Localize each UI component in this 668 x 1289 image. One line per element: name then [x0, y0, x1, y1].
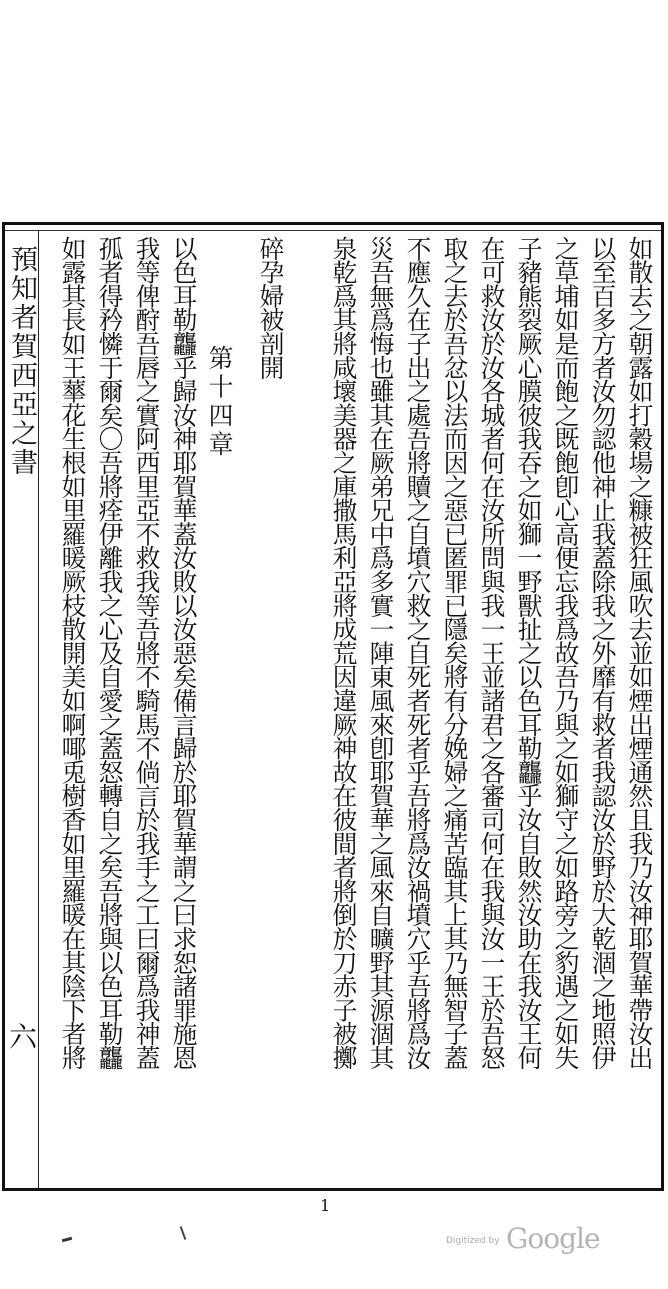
text-column: 子豬熊裂厥心膜彼我吞之如獅一野獸扯之以色耳勒龘乎汝自敗然汝助在我汝王何 [514, 236, 543, 1069]
header-divider [38, 230, 39, 1188]
text-column: 如露其長如王蕐花生根如里羅暖厥枝散開美如啊㖿兎樹香如里羅暖在其陰下者將 [58, 236, 87, 1069]
chapter-heading: 第十四章 [205, 345, 234, 461]
page-number: 六 [5, 1022, 38, 1050]
text-column: 孤者得矜憐于爾矣〇吾將痊伊離我之心及自愛之蓋怒轉自之矣吾將與以色耳勒龘 [95, 236, 124, 1069]
scan-mark [180, 1226, 187, 1240]
scan-mark [62, 1237, 72, 1242]
text-column: 我等俾酧吾唇之實阿西里亞不救我等吾將不騎馬不倘言於我手之工曰爾爲我神蓋 [132, 236, 161, 1069]
text-column: 在可救汝於汝各城者何在汝所問與我一王並諸君之各審司何在我與汝一王於吾怒 [477, 236, 506, 1069]
text-column: 不應久在子出之處吾將贖之自墳穴救之自死者死者乎吾將爲汝禍墳穴乎吾將爲汝 [403, 236, 432, 1069]
text-column: 碎孕婦被剖開 [256, 236, 285, 379]
running-header: 預知者賀西亞之書 [6, 245, 37, 477]
text-column: 之草埔如是而飽之既飽卽心高便忘我爲故吾乃與之如獅守之如路旁之豹遇之如失 [551, 236, 580, 1069]
digitized-by-label: Digitized by [446, 1236, 500, 1246]
right-rule [661, 222, 664, 1191]
text-column: 取之去於吾忿以法而因之惡已匿罪已隱矣將有分娩婦之痛苦臨其上其乃無智子蓋 [440, 236, 469, 1069]
text-column: 以至百多方者汝勿認他神止我蓋除我之外靡有救者我認汝於野於大乾涸之地照伊 [588, 236, 617, 1069]
text-column: 災吾無爲悔也雖其在厥弟兄中爲多實一陣東風來卽耶賀華之風來自曠野其源涸其 [366, 236, 395, 1069]
text-column: 以色耳勒龘乎歸汝神耶賀華蓋汝敗以汝惡矣備言歸於耶賀華謂之曰求恕諸罪施恩 [169, 236, 198, 1069]
top-rule-thin [2, 230, 664, 231]
footer-number: 1 [320, 1196, 331, 1215]
google-watermark: Google [506, 1222, 600, 1255]
text-column: 如散去之朝露如打穀場之糠被狂風吹去並如煙出煙通然且我乃汝神耶賀華帶汝出 [625, 236, 654, 1069]
top-rule [2, 222, 664, 225]
text-column: 泉乾爲其將咸壞美器之庫撒馬利亞將成荒因違厥神故在彼間者將倒於刀赤子被擲 [329, 236, 358, 1069]
bottom-rule [2, 1188, 664, 1191]
